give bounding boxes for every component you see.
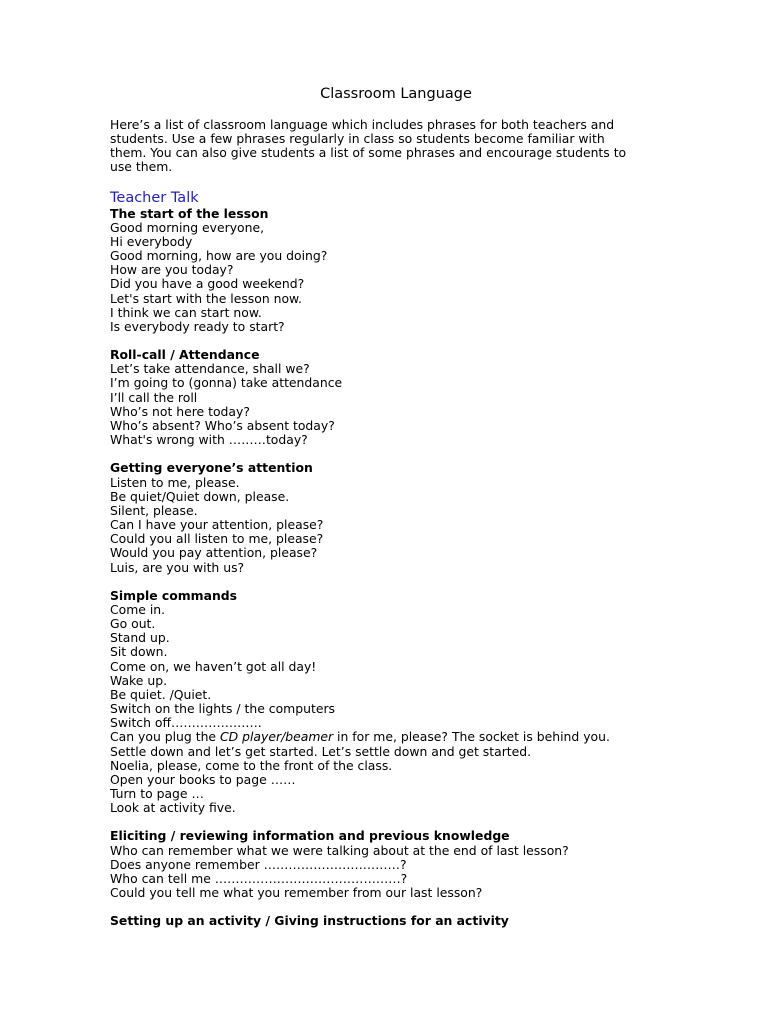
section-setting-up-activity: [110, 914, 670, 928]
teacher-talk-heading: Teacher Talk: [110, 189, 199, 206]
phrase-line: Would you pay attention, please?: [110, 545, 318, 561]
section-start-of-lesson: [110, 207, 670, 334]
phrase-line: Let's start with the lesson now.: [110, 290, 302, 306]
section-title: Setting up an activity / Giving instructions for an activity: [110, 913, 509, 929]
phrase-line: Wake up.: [110, 672, 168, 688]
cd-line-before: Can you plug the: [110, 729, 220, 745]
phrase-line: Be quiet/Quiet down, please.: [110, 488, 290, 504]
section-title: Simple commands: [110, 587, 238, 603]
section-title: The start of the lesson: [110, 205, 269, 221]
phrase-line: Open your books to page ……: [110, 771, 296, 787]
cd-line-italic: CD player/beamer: [219, 729, 334, 745]
phrase-line: Switch on the lights / the computers: [110, 701, 336, 717]
phrase-line: Good morning everyone,: [110, 219, 265, 235]
phrase-line: Switch off………………….: [110, 715, 262, 731]
section-simple-commands: [110, 589, 670, 816]
document-title: Classroom Language: [320, 86, 472, 102]
phrase-line: Look at activity five.: [110, 800, 236, 816]
phrase-line: I think we can start now.: [110, 304, 262, 320]
phrase-line: Listen to me, please.: [110, 474, 240, 490]
phrase-line-cd-player: [110, 730, 670, 744]
intro-line: them. You can also give students a list of some phrases and encourage students to: [110, 145, 627, 161]
phrase-line: Settle down and let’s get started. Let’s settle down and get started.: [110, 743, 532, 759]
phrase-line: Hi everybody: [110, 233, 193, 249]
phrase-line: Be quiet. /Quiet.: [110, 686, 212, 702]
phrase-line: Can I have your attention, please?: [110, 517, 324, 533]
section-title: Roll-call / Attendance: [110, 347, 260, 363]
phrase-line: Is everybody ready to start?: [110, 318, 285, 334]
intro-line: use them.: [110, 159, 173, 175]
phrase-line: What's wrong with ………today?: [110, 432, 308, 448]
phrase-line: Turn to page …: [110, 785, 204, 801]
document-page: [110, 84, 670, 943]
phrase-line: Let’s take attendance, shall we?: [110, 361, 310, 377]
phrase-line: Could you tell me what you remember from our last lesson?: [110, 885, 483, 901]
phrase-line: Sit down.: [110, 644, 168, 660]
phrase-line: Who’s absent? Who’s absent today?: [110, 417, 335, 433]
intro-line: students. Use a few phrases regularly in class so students become familiar with: [110, 131, 605, 147]
phrase-line: Come in.: [110, 601, 166, 617]
section-attention: [110, 461, 670, 574]
cd-line-after: in for me, please? The socket is behind you.: [333, 729, 610, 745]
phrase-line: Did you have a good weekend?: [110, 276, 305, 292]
phrase-line: How are you today?: [110, 262, 234, 278]
phrase-line: I’m going to (gonna) take attendance: [110, 375, 343, 391]
phrase-line: Who can remember what we were talking about at the end of last lesson?: [110, 842, 569, 858]
phrase-line: Go out.: [110, 616, 156, 632]
section-title: Getting everyone’s attention: [110, 460, 313, 476]
phrase-line: Noelia, please, come to the front of the class.: [110, 757, 393, 773]
intro-paragraph: [110, 118, 670, 175]
section-title: Eliciting / reviewing information and previous knowledge: [110, 828, 510, 844]
phrase-line: Luis, are you with us?: [110, 559, 245, 575]
phrase-line: Silent, please.: [110, 502, 198, 518]
phrase-line: Does anyone remember ……………………………?: [110, 856, 407, 872]
phrase-line: I’ll call the roll: [110, 389, 198, 405]
intro-line: Here’s a list of classroom language which includes phrases for both teachers and: [110, 117, 615, 132]
phrase-line: Good morning, how are you doing?: [110, 248, 328, 264]
section-eliciting: [110, 829, 670, 900]
section-roll-call: [110, 348, 670, 447]
phrase-line: Could you all listen to me, please?: [110, 531, 324, 547]
phrase-line: Come on, we haven’t got all day!: [110, 658, 317, 674]
phrase-line: Who can tell me ………………………………………?: [110, 870, 408, 886]
phrase-line: Stand up.: [110, 630, 170, 646]
phrase-line: Who’s not here today?: [110, 403, 250, 419]
